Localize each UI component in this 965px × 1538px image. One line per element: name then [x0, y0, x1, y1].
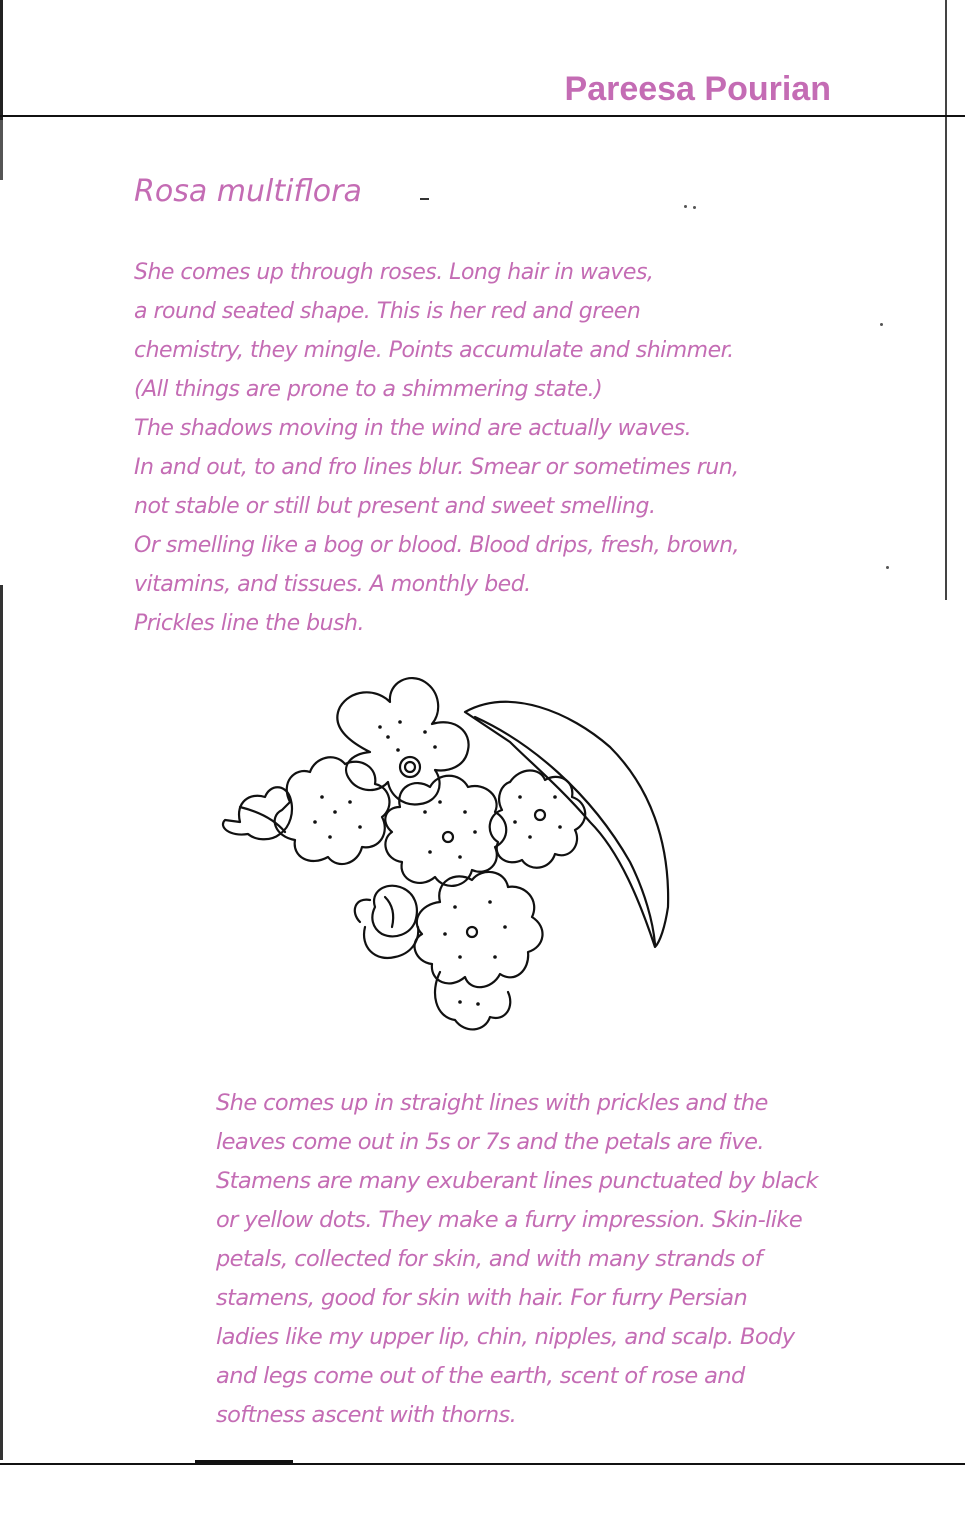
stanza-line: Prickles line the bush.: [134, 611, 364, 636]
flower-center: [443, 832, 453, 842]
stanza-line: petals, collected for skin, and with many strands of: [216, 1246, 762, 1272]
speck-mark: [880, 323, 883, 326]
flower-center: [535, 810, 545, 820]
stanza-line: She comes up through roses. Long hair in waves,: [134, 260, 654, 285]
stanza-line: and legs come out of the earth, scent of rose and: [216, 1363, 745, 1389]
header-rule: [0, 115, 965, 117]
page-right-edge: [945, 0, 947, 600]
stanza-line: ladies like my upper lip, chin, nipples, and scalp. Body: [216, 1324, 795, 1350]
leaf-vein: [475, 717, 655, 944]
stanza-line: or yellow dots. They make a furry impression. Skin-like: [216, 1207, 803, 1233]
stanza-line: She comes up in straight lines with prickles and the: [216, 1090, 768, 1116]
stanza-line: The shadows moving in the wind are actually waves.: [134, 416, 692, 441]
stanza-line: vitamins, and tissues. A monthly bed.: [134, 572, 531, 597]
stanza-line: In and out, to and fro lines blur. Smear or sometimes run,: [134, 455, 739, 480]
flower-petals: [337, 678, 468, 804]
leaf-shape: [465, 702, 668, 947]
page-left-edge: [0, 0, 3, 1480]
flower-center: [400, 757, 420, 777]
stanza-1: [134, 253, 739, 643]
poem-title: Rosa multiflora: [134, 174, 362, 209]
speck-mark: [693, 206, 696, 209]
rose-cluster-illustration: [210, 672, 690, 1042]
stanza-2: [216, 1084, 818, 1435]
stanza-line: Stamens are many exuberant lines punctuated by black: [216, 1168, 818, 1194]
stanza-line: (All things are prone to a shimmering state.): [134, 377, 603, 402]
title-dash-mark: [420, 198, 429, 200]
stanza-line: leaves come out in 5s or 7s and the petals are five.: [216, 1129, 764, 1155]
flower-center: [467, 927, 477, 937]
author-name: Pareesa Pourian: [564, 70, 831, 108]
speck-mark: [886, 566, 889, 569]
flower-petals: [415, 872, 543, 987]
stanza-line: not stable or still but present and sweet smelling.: [134, 494, 656, 519]
stanza-line: stamens, good for skin with hair. For furry Persian: [216, 1285, 748, 1311]
stanza-line: softness ascent with thorns.: [216, 1402, 517, 1428]
rosebud: [372, 886, 417, 937]
flower-petals: [385, 776, 506, 886]
stanza-line: Or smelling like a bog or blood. Blood drips, fresh, brown,: [134, 533, 740, 558]
speck-mark: [684, 205, 687, 208]
stanza-line: chemistry, they mingle. Points accumulate and shimmer.: [134, 338, 734, 363]
stanza-line: a round seated shape. This is her red and green: [134, 299, 641, 324]
footer-rule: [0, 1463, 965, 1465]
